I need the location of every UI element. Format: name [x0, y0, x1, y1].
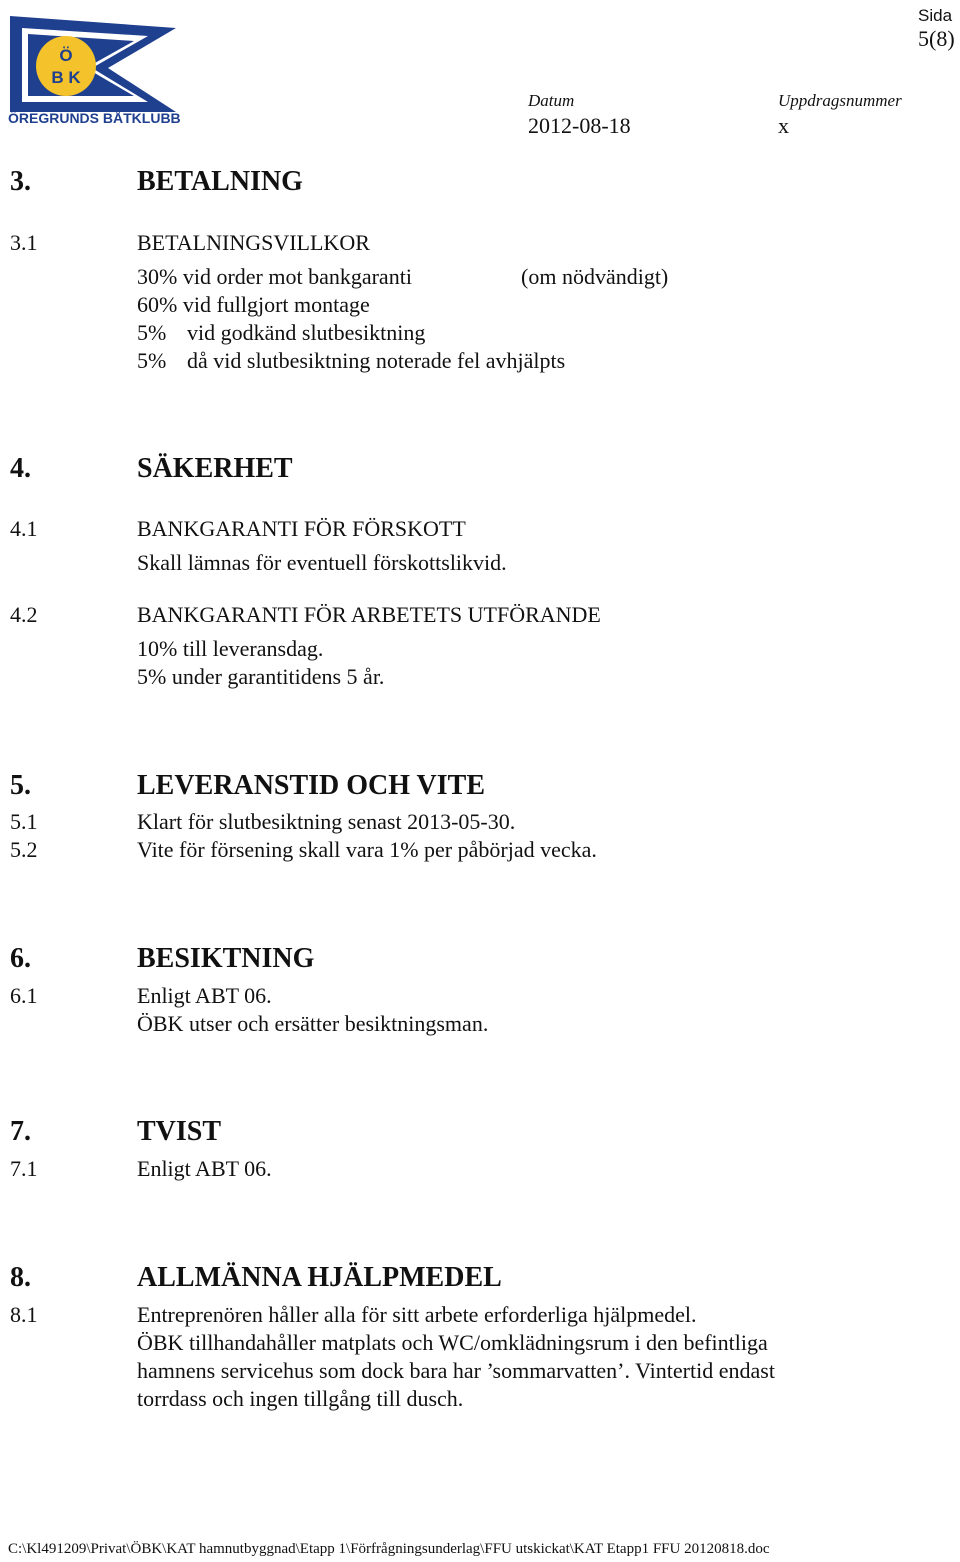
svg-text:Ö: Ö	[59, 46, 73, 65]
section-6-1-line-2: ÖBK utser och ersätter besiktningsman.	[137, 1011, 489, 1036]
section-4-2-line-2: 5% under garantitidens 5 år.	[137, 664, 385, 689]
page-number: 5(8)	[918, 26, 955, 51]
footer-file-path: C:\Kl491209\Privat\ÖBK\KAT hamnutbyggnad\Etapp 1\Förfrågningsunderlag\FFU utskickat\KAT Etapp1 FFU 20120818.doc	[8, 1541, 770, 1557]
date-value: 2012-08-18	[528, 113, 631, 138]
club-logo	[8, 14, 182, 132]
payment-line-4-text: då vid slutbesiktning noterade fel avhjälpts	[187, 348, 566, 373]
section-8-1-line-1: Entreprenören håller alla för sitt arbete erforderliga hjälpmedel.	[137, 1302, 697, 1327]
section-7-title: TVIST	[137, 1116, 222, 1147]
section-5-number: 5.	[10, 770, 31, 801]
page-label: Sida	[918, 6, 953, 25]
payment-line-3-text: vid godkänd slutbesiktning	[187, 320, 426, 345]
section-3-title: BETALNING	[137, 166, 303, 197]
section-3-1-title: BETALNINGSVILLKOR	[137, 230, 370, 255]
section-4-number: 4.	[10, 453, 31, 484]
section-6-1-number: 6.1	[10, 983, 38, 1008]
section-5-2-number: 5.2	[10, 837, 38, 862]
section-5-1-text: Klart för slutbesiktning senast 2013-05-30.	[137, 809, 516, 834]
section-7-1-number: 7.1	[10, 1156, 38, 1181]
section-4-2-title: BANKGARANTI FÖR ARBETETS UTFÖRANDE	[137, 602, 601, 627]
assignment-number-label: Uppdragsnummer	[778, 91, 902, 110]
payment-line-4-percent: 5%	[137, 348, 167, 373]
svg-text:B K: B K	[51, 68, 81, 87]
section-4-1-text: Skall lämnas för eventuell förskottslikvid.	[137, 550, 507, 575]
section-6-title: BESIKTNING	[137, 943, 315, 974]
section-7-1-text: Enligt ABT 06.	[137, 1156, 272, 1181]
payment-line-2: 60% vid fullgjort montage	[137, 292, 370, 317]
section-5-2-text: Vite för försening skall vara 1% per påbörjad vecka.	[137, 837, 597, 862]
payment-line-1-note: (om nödvändigt)	[521, 264, 669, 289]
section-4-1-number: 4.1	[10, 516, 38, 541]
date-label: Datum	[528, 91, 575, 110]
section-8-1-number: 8.1	[10, 1302, 38, 1327]
section-6-number: 6.	[10, 943, 31, 974]
section-4-1-title: BANKGARANTI FÖR FÖRSKOTT	[137, 516, 466, 541]
section-6-1-line-1: Enligt ABT 06.	[137, 983, 272, 1008]
section-3-1-number: 3.1	[10, 230, 38, 255]
section-8-1-line-3: hamnens servicehus som dock bara har ’sommarvatten’. Vintertid endast	[137, 1358, 775, 1383]
section-8-number: 8.	[10, 1262, 31, 1293]
section-7-number: 7.	[10, 1116, 31, 1147]
section-5-1-number: 5.1	[10, 809, 38, 834]
club-name: ÖREGRUNDS BÅTKLUBB	[8, 110, 181, 126]
section-8-title: ALLMÄNNA HJÄLPMEDEL	[137, 1262, 502, 1293]
section-8-1-line-2: ÖBK tillhandahåller matplats och WC/omklädningsrum i den befintliga	[137, 1330, 768, 1355]
payment-line-1: 30% vid order mot bankgaranti	[137, 264, 412, 289]
section-3-number: 3.	[10, 166, 31, 197]
section-4-2-line-1: 10% till leveransdag.	[137, 636, 324, 661]
payment-line-3-percent: 5%	[137, 320, 167, 345]
assignment-number-value: x	[778, 113, 789, 138]
section-4-title: SÄKERHET	[137, 453, 293, 484]
section-5-title: LEVERANSTID OCH VITE	[137, 770, 486, 801]
section-4-2-number: 4.2	[10, 602, 38, 627]
section-8-1-line-4: torrdass och ingen tillgång till dusch.	[137, 1386, 464, 1411]
